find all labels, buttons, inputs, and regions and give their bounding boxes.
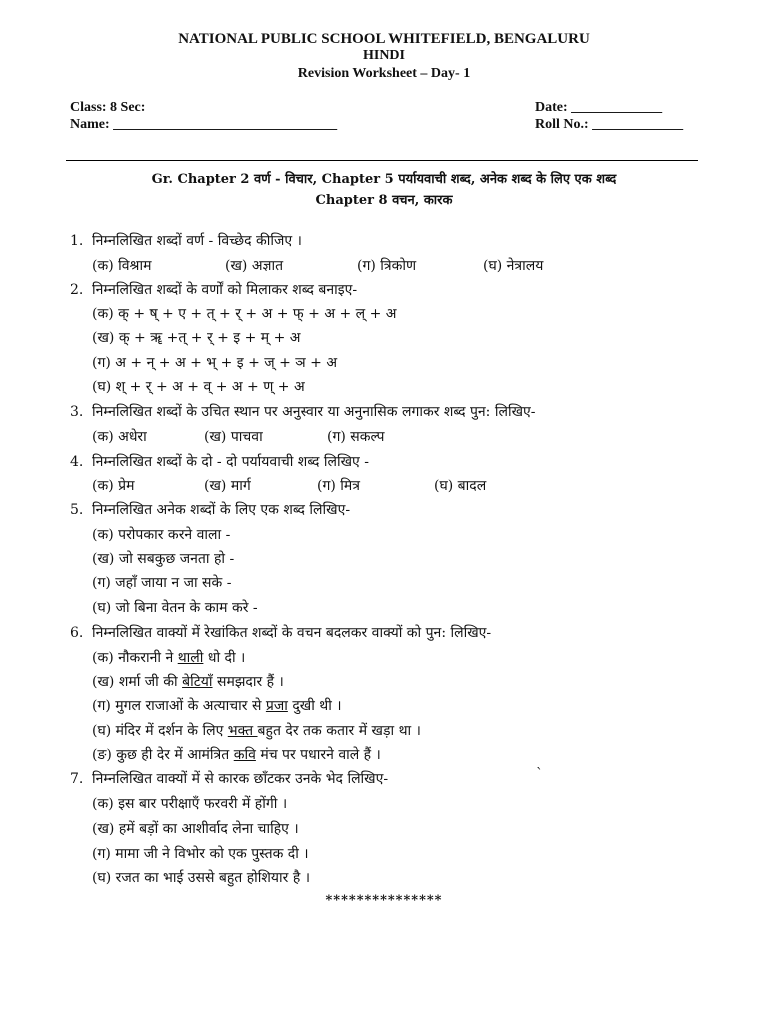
sentence-text: मंच पर पधारने वाले हैं । <box>255 747 381 763</box>
question-7 <box>70 769 388 788</box>
q2-option-gha: (घ) श् + र् + अ + व् + अ + ण् + अ <box>92 379 305 395</box>
class-sec-field: Class: 8 Sec: <box>70 100 146 115</box>
end-stars: *************** <box>325 893 443 908</box>
question-text: निम्नलिखित शब्दों वर्ण - विच्छेद कीजिए । <box>92 233 302 249</box>
underlined-word: बेटियाँ <box>182 674 213 690</box>
q3-option-ka: (क) अधेरा <box>92 429 147 445</box>
question-3 <box>70 402 536 421</box>
question-text: निम्नलिखित वाक्यों में से कारक छाँटकर उनके भेद लिखिए- <box>92 771 389 787</box>
question-text: निम्नलिखित अनेक शब्दों के लिए एक शब्द लिखिए- <box>92 502 351 518</box>
q6-option-nga <box>92 745 381 764</box>
q3-option-kha: (ख) पाचवा <box>204 429 263 445</box>
question-number: 2. <box>70 282 84 298</box>
q1-option-ga: (ग) त्रिकोण <box>357 258 417 274</box>
name-field: Name: ________________________________ <box>70 117 338 132</box>
sentence-text: (ख) शर्मा जी की <box>92 674 183 690</box>
stray-mark: ` <box>536 766 543 782</box>
underlined-word: भक्त <box>227 723 258 739</box>
question-text: निम्नलिखित शब्दों के उचित स्थान पर अनुस्वार या अनुनासिक लगाकर शब्द पुन: लिखिए- <box>92 404 536 420</box>
q6-option-gha <box>92 721 421 740</box>
question-number: 3. <box>70 404 84 420</box>
q5-option-kha: (ख) जो सबकुछ जनता हो - <box>92 551 235 567</box>
underlined-word: प्रजा <box>265 698 288 714</box>
date-field: Date: _____________ <box>535 100 663 115</box>
q3-option-ga: (ग) सकल्प <box>327 429 385 445</box>
q1-option-ka: (क) विश्राम <box>92 258 152 274</box>
chapter-line-1: Gr. Chapter 2 वर्ण - विचार, Chapter 5 पर्यायवाची शब्द, अनेक शब्द के लिए एक शब्द <box>151 172 617 187</box>
q4-option-kha: (ख) मार्ग <box>204 478 251 494</box>
question-text: निम्नलिखित वाक्यों में रेखांकित शब्दों के वचन बदलकर वाक्यों को पुन: लिखिए- <box>92 625 492 641</box>
chapter-line-2: Chapter 8 वचन, कारक <box>315 193 453 208</box>
question-number: 5. <box>70 502 84 518</box>
q7-option-ka: (क) इस बार परीक्षाएँ फरवरी में होंगी । <box>92 796 288 812</box>
worksheet-title: Revision Worksheet – Day- 1 <box>297 66 471 81</box>
q7-option-kha: (ख) हमें बड़ों का आशीर्वाद लेना चाहिए । <box>92 821 299 837</box>
sentence-text: (ग) मुगल राजाओं के अत्याचार से <box>92 698 266 714</box>
question-text: निम्नलिखित शब्दों के वर्णों को मिलाकर शब्द बनाइए- <box>92 282 358 298</box>
sentence-text: (ङ) कुछ ही देर में आमंत्रित <box>92 747 234 763</box>
question-text: निम्नलिखित शब्दों के दो - दो पर्यायवाची शब्द लिखिए - <box>92 454 369 470</box>
q6-option-ga <box>92 696 342 715</box>
q4-option-ka: (क) प्रेम <box>92 478 135 494</box>
q4-option-gha: (घ) बादल <box>434 478 487 494</box>
q7-option-ga: (ग) मामा जी ने विभोर को एक पुस्तक दी । <box>92 846 309 862</box>
q7-option-gha: (घ) रजत का भाई उससे बहुत होशियार है । <box>92 870 311 886</box>
question-number: 1. <box>70 233 84 249</box>
q5-option-gha: (घ) जो बिना वेतन के काम करे - <box>92 600 258 616</box>
q5-option-ga: (ग) जहाँ जाया न जा सके - <box>92 575 232 591</box>
underlined-word: कवि <box>233 747 256 763</box>
question-number: 6. <box>70 625 84 641</box>
q4-option-ga: (ग) मित्र <box>317 478 360 494</box>
q1-option-kha: (ख) अज्ञात <box>225 258 284 274</box>
sentence-text: धो दी । <box>203 650 246 666</box>
q2-option-kha: (ख) क् + ॠ +त् + र् + इ + म् + अ <box>92 330 301 346</box>
q2-option-ka: (क) क् + ष् + ए + त् + र् + अ + फ् + अ + ल् + अ <box>92 306 397 322</box>
q5-option-ka: (क) परोपकार करने वाला - <box>92 527 231 543</box>
question-number: 7. <box>70 771 84 787</box>
underlined-word: थाली <box>177 650 204 666</box>
sentence-text: (घ) मंदिर में दर्शन के लिए <box>92 723 228 739</box>
question-5 <box>70 500 350 519</box>
sentence-text: समझदार हैं । <box>212 674 284 690</box>
school-name: NATIONAL PUBLIC SCHOOL WHITEFIELD, BENGALURU <box>178 31 590 47</box>
question-4 <box>70 452 369 471</box>
sentence-text: बहुत देर तक कतार में खड़ा था । <box>257 723 421 739</box>
sentence-text: दुखी थी । <box>287 698 342 714</box>
question-2 <box>70 280 357 299</box>
subject-title: HINDI <box>362 48 405 63</box>
question-number: 4. <box>70 454 84 470</box>
question-1 <box>70 231 302 250</box>
q6-option-ka <box>92 648 245 667</box>
q2-option-ga: (ग) अ + न् + अ + भ् + इ + ज् + ञ + अ <box>92 355 338 371</box>
question-6 <box>70 623 491 642</box>
divider-line <box>66 160 698 161</box>
q1-option-gha: (घ) नेत्रालय <box>483 258 544 274</box>
roll-no-field: Roll No.: _____________ <box>535 117 684 132</box>
sentence-text: (क) नौकरानी ने <box>92 650 178 666</box>
q6-option-kha <box>92 672 284 691</box>
